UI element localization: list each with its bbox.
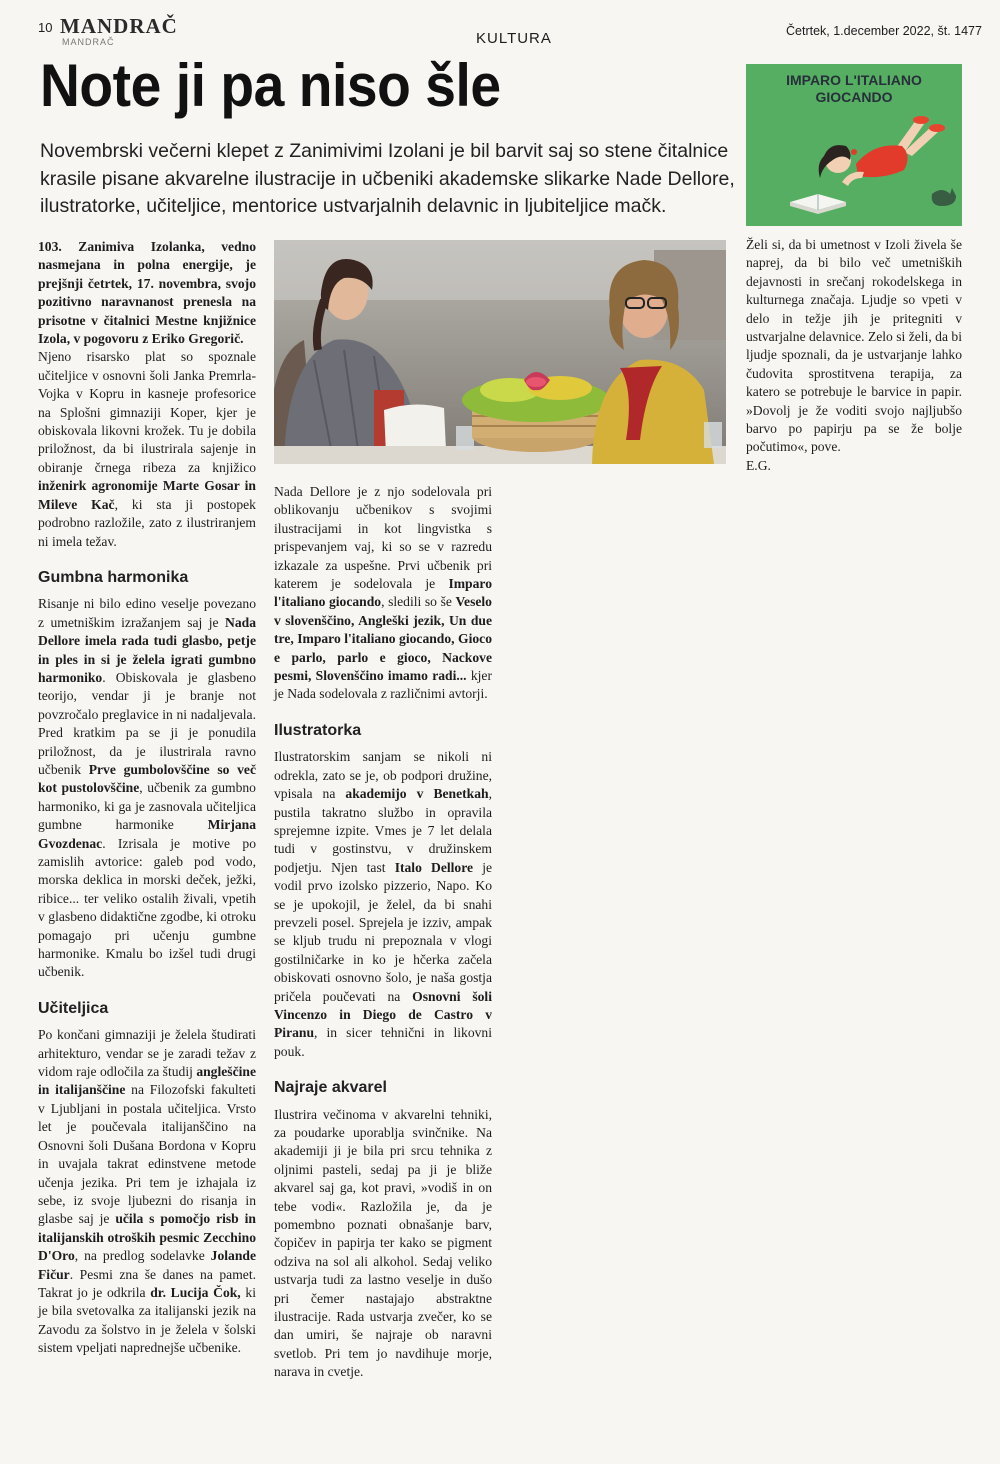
subheading-gumbna-harmonika: Gumbna harmonika (38, 568, 189, 586)
article-column-1 (38, 238, 256, 1358)
page-number: 10 (38, 20, 53, 35)
article-column-2 (274, 483, 492, 1382)
article-title: Note ji pa niso šle (40, 52, 501, 119)
interview-photo-illustration (274, 240, 726, 464)
dateline: Četrtek, 1.december 2022, št. 1477 (786, 24, 982, 38)
masthead-logo: MANDRAČ (60, 14, 178, 38)
paragraph: Risanje ni bilo edino veselje povezano z umetniškim izražanjem saj je Nada Dellore imela rada tudi glasbo, petje in ples in si je želela igrati gumbno harmoniko. Obiskovala je glasbeno teorijo, vendar ji je branje not povzročalo preglavice in ni nadaljevala. Pred kratkim pa se ji je ponudila priložnost, da je ilustrirala ravno učbenik Prve gumbolovščine so več kot pustolovščine, učbenik za gumbno harmoniko, ki ga je zasnovala učiteljica gumbne harmonike Mirjana Gvozdenac. Izrisala je motive po zamislih avtorice: galeb pod vodo, morska deklica in morski deček, ježki, ribice... ter veliko ostalih živali, vpetih v glasbeno didaktične zgodbe, ki otroku pomagajo pri učenju gumbne harmonike. Kmalu bo izšel tudi drugi učbenik. (38, 596, 256, 980)
paragraph: Ilustrira večinoma v akvarelni tehniki, za poudarke uporablja svinčnike. Na akademiji ji je bila pri srcu tehnika z oljnimi pasteli, sedaj pa ji je bliže akvarel saj ga, kot pravi, »vodiš in on tebe vodi«. Razložila je, da je pomembno poznati obnašanje barv, čopičev in papirja ter kako se pigment odziva na sol ali alkohol. Sedaj veliko ustvarja tudi za lastno veselje in dušo pri čemer nastajajo abstraktne ilustracije. Rada ustvarja zvečer, ko se dan umiri, še najraje ob naravni svetlob. Pri tem jo navdihuje morje, narava in cvetje. (274, 1106, 492, 1380)
author-signature: E.G. (746, 457, 771, 473)
book-cover-title-line2: GIOCANDO (815, 89, 893, 105)
paragraph: Želi si, da bi umetnost v Izoli živela še naprej, da bi bilo več umetniških dejavnosti in srečanj rokodelskega in kulturnega značaja. Ljudje so vpeti v delo in težje jih je pritegniti v ustvarjalne delavnice. Zelo si želi, da bi ljudje spoznali, da je ustvarjanje lahko čudovita sprostitvena terapija, za katero se potrebuje le barvice in papir. »Dovolj je že voditi svojo najljubšo barvo po papirju pa se že bolje počutimo«, pove. (746, 237, 962, 455)
subheading-najraje-akvarel: Najraje akvarel (274, 1079, 387, 1097)
article-lead: Novembrski večerni klepet z Zanimivimi Izolani je bil barvit saj so stene čitalnice krasile pisane akvarelne ilustracije in učbeniki akademske slikarke Nade Dellore, ilustratorke, učiteljice, mentorice ustvarjalnih delavnic in ljubiteljice mačk. (40, 140, 735, 217)
intro-paragraph: 103. Zanimiva Izolanka, vedno nasmejana in polna energije, je prejšnji četrtek, 17. novembra, svojo pozitivno naravnanost prenesla na prisotne v čitalnici Mestne knjižnice Izola, v pogovoru z Eriko Gregorič. (38, 239, 256, 347)
subheading-ilustratorka: Ilustratorka (274, 721, 362, 739)
paragraph: Njeno risarsko plat so spoznale učiteljice v osnovni šoli Janka Premrla- Vojka v Kopru in kasneje profesorice na Splošni gimnaziji Koper, kjer je obiskovala likovni krožek. Tu je dobila priložnost, da bi ilustrirala sajenje in obiranje črnega ribeza za knjižico inženirk agronomije Marte Gosar in Mileve Kač, ki sta ji postopek podrobno razložile, zato z ilustriranjem ni imela težav. (38, 349, 256, 549)
paragraph: Po končani gimnaziji je želela študirati arhitekturo, vendar se je zaradi težav z vidom raje odločila za študij angleščine in italijanščine na Filozofski fakulteti v Ljubljani in postala učiteljica. Vrsto let je poučevala italijanščino na Osnovni šoli Dušana Bordona v Kopru in uvajala takrat edinstvene metode učenja jezika. Pri tem je izhajala iz sebe, iz svoje ljubezni do risanja in glasbe saj je učila s pomočjo risb in italijanskih otroških pesmic Zecchino D'Oro, na predlog sodelavke Jolande Fičur. Pesmi zna še danes na pamet. Takrat jo je odkrila dr. Lucija Čok, ki je bila svetovalka za italijanski jezik na Zavodu za šolstvo in je želela v šolski sistem vpeljati naprednejše učbenike. (38, 1027, 257, 1356)
article-column-3 (746, 236, 962, 475)
book-cover-title-line1: IMPARO L'ITALIANO (786, 72, 922, 88)
paragraph: Nada Dellore je z njo sodelovala pri oblikovanju učbenikov s svojimi ilustracijami in kot lingvistka s prispevanjem vaj, ki so se v razredu izkazale za uspešne. Prvi učbenik pri katerem je sodelovala je Imparo l'italiano giocando, sledili so še Veselo v slovenščino, Angleški jezik, Un due tre, Imparo l'italiano giocando, Gioco e parlo, parlo e gioco, Nackove pesmi, Slovenščino imamo radi... kjer je Nada sodelovala z različnimi avtorji. (274, 484, 492, 702)
section-label: KULTURA (476, 30, 552, 47)
book-cover-title (746, 72, 962, 106)
paragraph: Ilustratorskim sanjam se nikoli ni odrekla, zato se je, ob podpori družine, vpisala na akademijo v Benetkah, pustila takratno službo in opravila sprejemne izpite. Vmes je 7 let delala tudi v gostinstvu, v družinskem podjetju. Njen tast Italo Dellore je vodil prvo izolsko pizzerio, Napo. Ko se je upokojil, je želel, da bi snahi prevzeli posel. Sprejela je izziv, ampak se kljub trudu ni prepoznala v vlogi gostilničarke in ko je hčerka začela obiskovati osnovno šolo, je naša gostja pričela poučevati na Osnovni šoli Vincenzo in Diego de Castro v Piranu, in sicer tehnični in likovni pouk. (274, 749, 492, 1059)
subheading-uciteljica: Učiteljica (38, 999, 109, 1017)
masthead-sub-logo: MANDRAČ (62, 37, 115, 47)
book-cover-image (746, 64, 962, 226)
event-photo (274, 240, 726, 464)
